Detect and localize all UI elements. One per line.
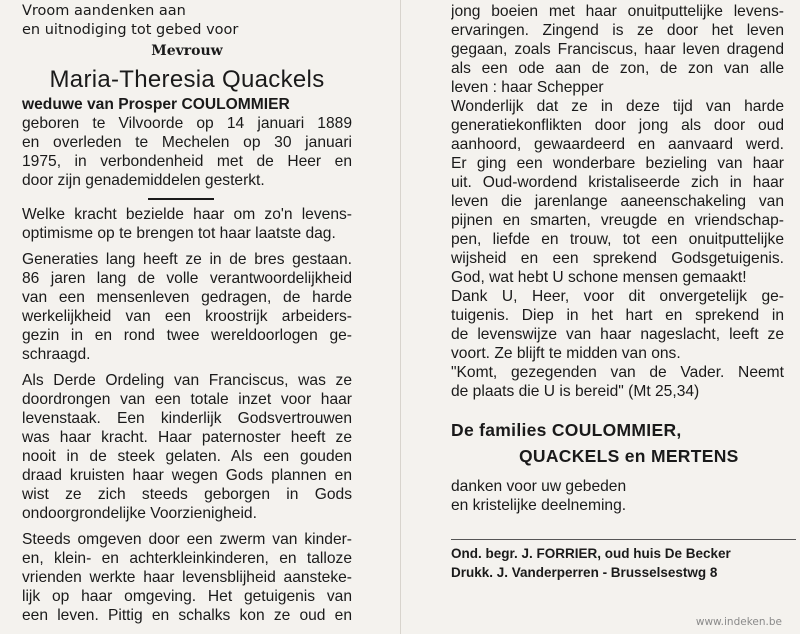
text-line: schraagd. <box>22 346 91 363</box>
text-line: lijk op haar omgeving. Het getuigenis van <box>22 588 352 605</box>
text-line: als een ode aan de zon, de zon van alle <box>451 60 784 77</box>
text-line: levenstaak. Een kinderlijk Godsvertrouwen <box>22 410 352 427</box>
text-line: leven die jarenlange aaneenschakeling van <box>451 193 784 210</box>
bio-line: 1975, in verbondenheid met de Heer en <box>22 153 352 170</box>
thanks-line: en kristelijke deelneming. <box>451 497 627 514</box>
text-line: gegaan, zoals Franciscus, haar leven dragend <box>451 41 784 58</box>
bio-line: geboren te Vilvoorde op 14 januari 1889 <box>22 115 352 132</box>
card-fold <box>400 0 401 634</box>
text-line: Wonderlijk dat ze in deze tijd van harde <box>451 98 784 115</box>
intro-line-2: en uitnodiging tot gebed voor <box>22 22 239 38</box>
families-line-1: De families COULOMMIER, <box>451 420 682 440</box>
text-line: generatiekonflikten door jong als door oud <box>451 117 784 134</box>
text-line: wist ze zich steeds geborgen in Gods <box>22 486 352 503</box>
text-line: was haar kracht. Haar paternoster heeft ze <box>22 429 352 446</box>
quote-line: "Komt, gezegenden van de Vader. Neemt <box>451 364 784 381</box>
text-line: Dank U, Heer, voor dit onvergetelijk ge- <box>451 288 784 305</box>
text-line: vrienden werkte haar levensblijheid aansteke- <box>22 569 352 586</box>
text-line: pijnen en smarten, vreugde en vriendschap- <box>451 212 784 229</box>
text-line: gezin in en rond twee wereldoorlogen ge- <box>22 327 352 344</box>
text-line: tuigenis. Diep in het hart en sprekend in <box>451 307 784 324</box>
honorific: Mevrouw <box>151 43 223 59</box>
text-line: ervaringen. Zingend is ze door het leven <box>451 22 784 39</box>
text-line: doordrongen van een totale inzet voor haar <box>22 391 352 408</box>
footer-rule <box>451 539 796 540</box>
widow-line: weduwe van Prosper COULOMMIER <box>22 96 290 113</box>
intro-line-1: Vroom aandenken aan <box>22 3 186 19</box>
text-line: ondoorgrondelijke Voorzienigheid. <box>22 505 257 522</box>
right-column <box>451 0 784 582</box>
text-line: draad kruisten haar wegen Gods plannen en <box>22 467 352 484</box>
footer-line: Drukk. J. Vanderperren - Brusselsestwg 8 <box>451 565 718 580</box>
text-line: uit. Oud-wordend kristaliseerde zich in haar <box>451 174 784 191</box>
thanks-line: danken voor uw gebeden <box>451 478 627 495</box>
text-line: voort. Ze blijft te midden van ons. <box>451 345 681 362</box>
text-line: aanhoord, gewaardeerd en aanvaard werd. <box>451 136 784 153</box>
text-line: werkelijkheid van een kroostrijk arbeiders- <box>22 308 352 325</box>
text-line: een leven. Pittig en schalks kon ze oud en <box>22 607 352 624</box>
text-line: God, wat hebt U schone mensen gemaakt! <box>451 269 747 286</box>
watermark: www.indeken.be <box>695 616 782 628</box>
text-line: 86 jaren lang de volle verantwoordelijkheid <box>22 270 352 287</box>
families-line-2: QUACKELS en MERTENS <box>519 446 739 466</box>
bio-line: en overleden te Mechelen op 30 januari <box>22 134 352 151</box>
quote-line: de plaats die U is bereid" (Mt 25,34) <box>451 383 700 400</box>
text-line: Als Derde Ordeling van Franciscus, was ze <box>22 372 352 389</box>
divider <box>148 198 214 200</box>
text-line: leven : haar Schepper <box>451 79 604 96</box>
text-line: optimisme op te brengen tot haar laatste dag. <box>22 225 336 242</box>
text-line: nooit in de steek gelaten. Als een gouden <box>22 448 352 465</box>
text-line: van een mensenleven gedragen, de harde <box>22 289 352 306</box>
text-line: jong boeien met haar onuitputtelijke levens- <box>451 3 784 20</box>
bio-line: door zijn genademiddelen gesterkt. <box>22 172 265 189</box>
text-line: de levenswijze van haar nageslacht, leeft ze <box>451 326 784 343</box>
text-line: wijsheid en een sprekend Godsgetuigenis. <box>451 250 784 267</box>
text-line: Welke kracht bezielde haar om zo'n levens- <box>22 206 352 223</box>
text-line: Steeds omgeven door een zwerm van kinder- <box>22 531 352 548</box>
footer-line: Ond. begr. J. FORRIER, oud huis De Becker <box>451 546 731 561</box>
deceased-name: Maria-Theresia Quackels <box>49 66 325 93</box>
text-line: pen, liefde en trouw, tot een onuitputtelijke <box>451 231 784 248</box>
left-column <box>22 0 352 625</box>
text-line: Er ging een wonderbare bezieling van haar <box>451 155 784 172</box>
text-line: en, klein- en achterkleinkinderen, en talloze <box>22 550 352 567</box>
text-line: Generaties lang heeft ze in de bres gestaan. <box>22 251 352 268</box>
